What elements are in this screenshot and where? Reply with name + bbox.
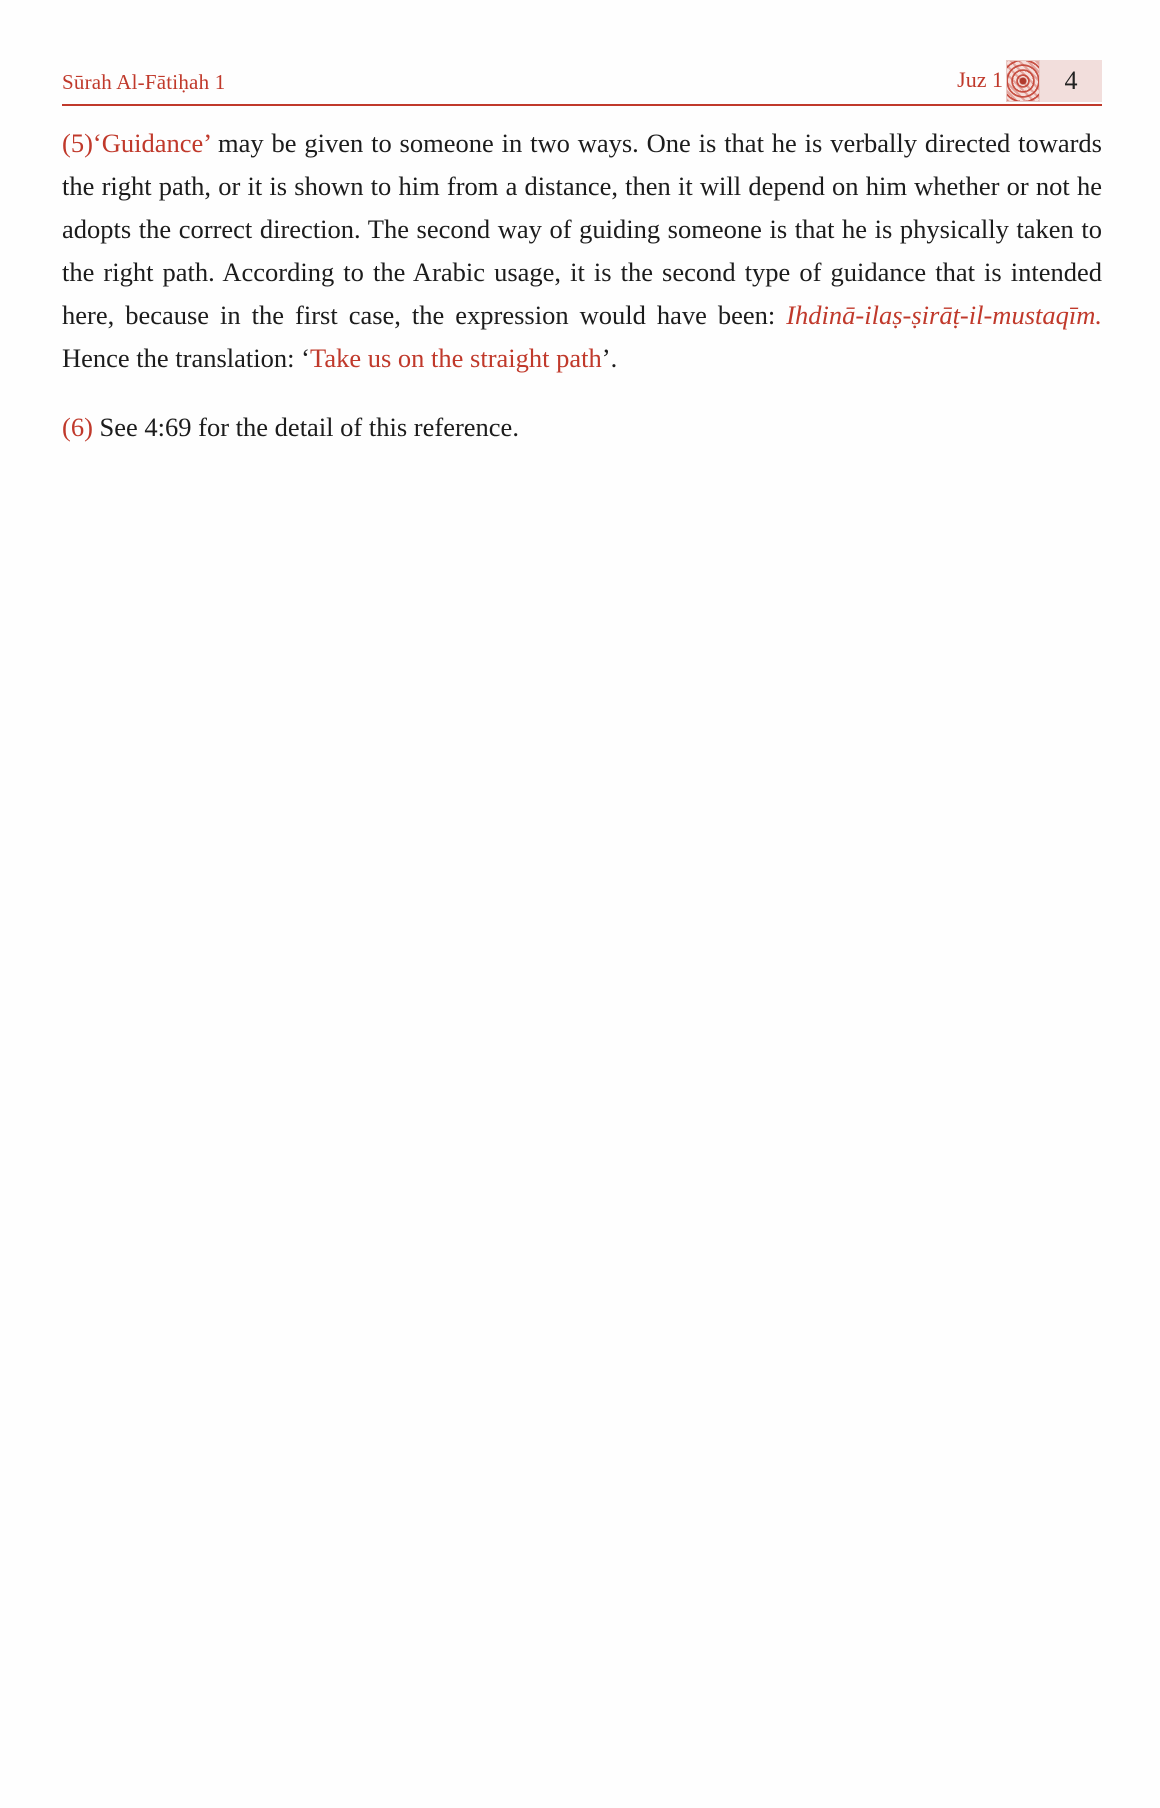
footnote-6-number: (6) bbox=[62, 412, 93, 442]
footnote-5-transliteration: Ihdinā-ilaṣ-ṣirāṭ-il-mustaqīm. bbox=[786, 300, 1102, 330]
footnote-5-lead-quote: ‘Guidance’ bbox=[92, 128, 211, 158]
footnotes-body bbox=[62, 122, 1102, 475]
footnote-5-text-1: may be given to someone in two ways. One is that he is verbally directed towards the right path, or it is shown to him from a distance, then it will depend on him whether or not he adopts the correct direction. The second way of guiding someone is that he is physically taken to the right path. According to the Arabic usage, it is the second type of guidance that is intended here, because in the first case, the expression would have been: bbox=[62, 128, 1102, 330]
geometric-rosette-icon bbox=[1006, 60, 1040, 102]
footnote-6-text: See 4:69 for the detail of this reference. bbox=[92, 412, 519, 442]
footnote-5-text-3: ’. bbox=[601, 343, 618, 373]
footnote-5-number: (5) bbox=[62, 128, 93, 158]
footnote-5-closing-quote: Take us on the straight path bbox=[309, 343, 602, 373]
footnote-5-text-2: Hence the translation: ‘ bbox=[62, 343, 310, 373]
footnote-6 bbox=[62, 406, 1102, 449]
surah-title: Sūrah Al-Fātiḥah 1 bbox=[62, 70, 226, 94]
page-number: 4 bbox=[1040, 60, 1102, 102]
running-header bbox=[62, 60, 1102, 106]
juz-label: Juz 1 bbox=[957, 67, 1003, 92]
header-divider bbox=[62, 104, 1102, 106]
footnote-5 bbox=[62, 122, 1102, 380]
header-right-group bbox=[957, 60, 1102, 102]
